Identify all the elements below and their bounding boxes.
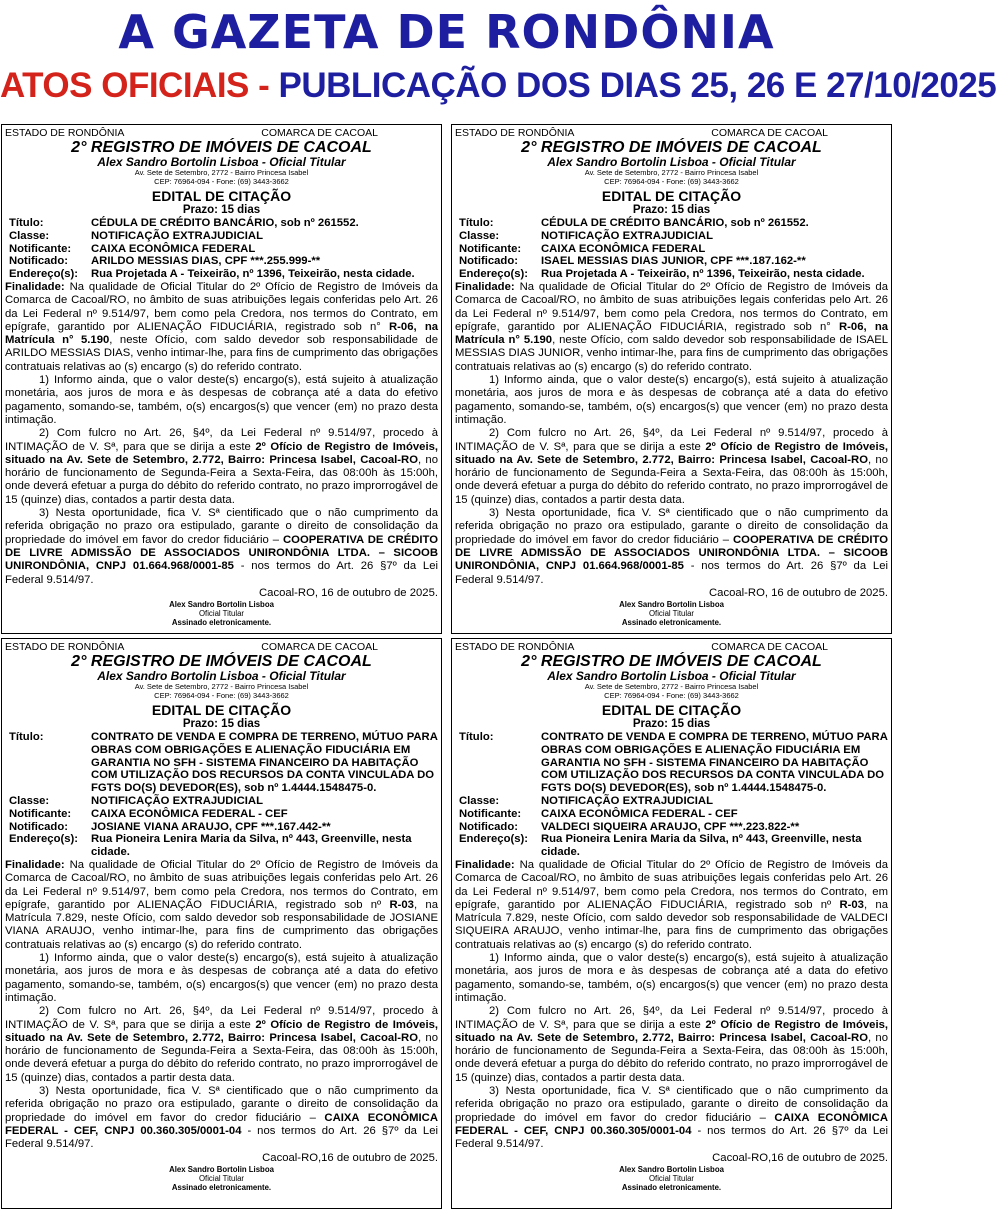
- finalidade-paragraph: [455, 859, 888, 952]
- field-notificante: CAIXA ECONÔMICA FEDERAL: [541, 242, 706, 255]
- edital-box: [451, 124, 892, 634]
- edital-fields: [9, 731, 438, 859]
- edital-date: Cacoal-RO,16 de outubro de 2025.: [262, 1151, 438, 1164]
- credor-name: CAIXA ECONÔMICA FEDERAL - CEF, CNPJ 00.360.305/0001-04: [5, 1111, 438, 1137]
- field-notificado: JOSIANE VIANA ARAUJO, CPF ***.167.442-**: [91, 820, 331, 833]
- paragraph-2-address: 2º Ofício de Registro de Imóveis, situado na Av. Sete de Setembro, 2.772, Bairro: Princesa Isabel, Cacoal-RO: [455, 1018, 888, 1044]
- finalidade-text-c: , neste Ofício, com saldo devedor sob responsabilidade de ISAEL MESSIAS DIAS JUNIOR, venho intimar-lhe, para fins de cumprimento das obrigações contratuais relativas ao (s) encargo (s) do referido contrato.: [455, 334, 889, 373]
- paragraph-1: 1) Informo ainda, que o valor deste(s) encargo(s), está sujeito à atualização monetária, aos juros de mora e às despesas de cobrança até a data do efetivo pagamento, somando-se, também, o(s) encargos(s) que vencer (em) no prazo desta intimação.: [455, 952, 888, 1004]
- field-key: Classe:: [459, 794, 500, 807]
- paragraph-1: 1) Informo ainda, que o valor deste(s) encargo(s), está sujeito à atualização monetária, aos juros de mora e às despesas de cobrança até a data do efetivo pagamento, somando-se, também, o(s) encargos(s) que vencer (em) no prazo desta intimação.: [5, 374, 438, 426]
- field-key: Notificante:: [459, 242, 522, 255]
- finalidade-text-a: Na qualidade de Oficial Titular do 2º Ofício de Registro de Imóveis da Comarca de Cacoal/RO, no âmbito de suas atribuições legais conferidas pelo Art. 26 da Lei Federal nº 9.514/97, bem como pela Credora, nos termos do Contrato, em epígrafe, garantido por ALIENAÇÃO FIDUCIÁRIA, registrado sob nº: [455, 858, 888, 911]
- registry-address: Av. Sete de Setembro, 2772 - Bairro Princesa Isabel: [134, 168, 309, 177]
- field-key: Título:: [9, 731, 44, 743]
- registry-title: 2° REGISTRO DE IMÓVEIS DE CACOAL: [71, 653, 372, 670]
- paragraph-3-a: 3) Nesta oportunidade, fica V. Sª cientificado que o não cumprimento da referida obrigação no prazo ora estipulado, garante o direito de consolidação da propriedade do imóvel em favor do credor fiduciário –: [455, 1085, 888, 1124]
- estado-label: ESTADO DE RONDÔNIA: [5, 127, 125, 139]
- finalidade-label: Finalidade:: [455, 858, 515, 871]
- field-row-classe: [459, 795, 888, 808]
- paragraph-3: [455, 1085, 888, 1151]
- newspaper-title: A GAZETA DE RONDÔNIA: [118, 5, 775, 59]
- registry-address: Av. Sete de Setembro, 2772 - Bairro Princesa Isabel: [584, 168, 759, 177]
- edital-heading: EDITAL DE CITAÇÃO: [151, 702, 292, 718]
- field-row-titulo: [459, 217, 865, 230]
- paragraph-2-address: 2º Ofício de Registro de Imóveis, situado na Av. Sete de Setembro, 2.772, Bairro: Princesa Isabel, Cacoal-RO: [5, 440, 438, 466]
- estado-label: ESTADO DE RONDÔNIA: [455, 641, 575, 653]
- finalidade-text-a: Na qualidade de Oficial Titular do 2º Ofício de Registro de Imóveis da Comarca de Cacoal/RO, no âmbito de suas atribuições legais conferidas pelo Art. 26 da Lei Federal nº 9.514/97, bem como pela Credora, nos termos do Contrato, em epígrafe, garantido por ALIENAÇÃO FIDUCIÁRIA, registrado sob n°: [5, 280, 438, 333]
- field-titulo: CONTRATO DE VENDA E COMPRA DE TERRENO, MÚTUO PARA OBRAS COM OBRIGAÇÕES E ALIENAÇÃO FIDUCIÁRIA EM GARANTIA NO SFH - SISTEMA FINANCEIRO DA HABITAÇÃO COM UTILIZAÇÃO DOS RECURSOS DA CONTA VINCULADA DO FGTS DO(S) DEVEDOR(ES), sob nº 1.4444.1548475-0.: [91, 731, 438, 795]
- registry-contact: CEP: 76964-094 - Fone: (69) 3443-3662: [604, 176, 739, 186]
- edital-date: Cacoal-RO,16 de outubro de 2025.: [712, 1151, 888, 1164]
- field-classe: NOTIFICAÇÃO EXTRAJUDICIAL: [541, 794, 713, 807]
- credor-name: COOPERATIVA DE CRÉDITO DE LIVRE ADMISSÃO DE ASSOCIADOS UNIRONDÔNIA LTDA. – SICOOB UNIRONDÔNIA, CNPJ 01.664.968/0001-85: [5, 533, 439, 573]
- officer-name: Alex Sandro Bortolin Lisboa - Oficial Titular: [97, 669, 346, 683]
- finalidade-paragraph: [5, 281, 438, 374]
- field-key: Classe:: [9, 229, 50, 242]
- paragraph-2-a: 2) Com fulcro no Art. 26, §4º, da Lei Federal nº 9.514/97, procedo à INTIMAÇÃO de V. Sª, para que se dirija a este: [455, 427, 888, 453]
- registry-address: Av. Sete de Setembro, 2772 - Bairro Princesa Isabel: [134, 682, 309, 691]
- edital-box: [1, 124, 442, 634]
- edital-fields: [459, 217, 865, 281]
- field-notificado: ISAEL MESSIAS DIAS JUNIOR, CPF ***.187.162-**: [541, 255, 806, 268]
- field-row-endereco: [459, 268, 865, 281]
- prazo-label: Prazo: 15 dias: [182, 718, 261, 730]
- field-endereco: Rua Pioneira Lenira Maria da Silva, nº 443, Greenville, nesta cidade.: [541, 833, 862, 859]
- paragraph-3: [455, 507, 888, 587]
- field-notificante: CAIXA ECONÔMICA FEDERAL: [91, 242, 256, 255]
- registry-title: 2° REGISTRO DE IMÓVEIS DE CACOAL: [521, 653, 822, 670]
- paragraph-2-c: , no horário de funcionamento de Segunda-Feira a Sexta-Feira, das 08:00h às 15:00h, onde deverá efetuar a purga do débito do referido contrato, no prazo improrrogável de 15 (quinze) dias, contados a partir desta data.: [5, 1031, 438, 1084]
- paragraph-2-c: , no horário de funcionamento de Segunda-Feira a Sexta-Feira, das 08:00h às 15:00h, onde deverá efetuar a purga do débito do referido contrato, no prazo improrrogável de 15 (quinze) dias, contados a partir desta data.: [5, 453, 438, 506]
- paragraph-3-a: 3) Nesta oportunidade, fica V. Sª cientificado que o não cumprimento da referida obrigação no prazo ora estipulado, garante o direito de consolidação da propriedade do imóvel em favor do credor fiduciário –: [455, 507, 888, 546]
- field-key: Notificado:: [459, 820, 518, 833]
- field-key: Título:: [459, 217, 494, 229]
- estado-label: ESTADO DE RONDÔNIA: [5, 641, 125, 653]
- field-row-classe: [9, 795, 438, 808]
- field-key: Endereço(s):: [459, 268, 529, 281]
- comarca-label: COMARCA DE CACOAL: [711, 127, 828, 139]
- paragraph-3: [5, 1085, 438, 1151]
- field-row-notificante: [459, 808, 888, 821]
- edital-box: [451, 638, 892, 1209]
- edital-fields: [459, 731, 888, 859]
- field-row-endereco: [9, 833, 438, 859]
- signature-role: Oficial Titular: [198, 609, 245, 619]
- field-key: Classe:: [459, 229, 500, 242]
- field-titulo: CÉDULA DE CRÉDITO BANCÁRIO, sob nº 261552.: [91, 217, 359, 229]
- finalidade-text-a: Na qualidade de Oficial Titular do 2º Ofício de Registro de Imóveis da Comarca de Cacoal/RO, no âmbito de suas atribuições legais conferidas pelo Art. 26 da Lei Federal nº 9.514/97, bem como pela Credora, nos termos do Contrato, em epígrafe, garantido por ALIENAÇÃO FIDUCIÁRIA, registrado sob n°: [455, 280, 888, 333]
- credor-name: CAIXA ECONÔMICA FEDERAL - CEF, CNPJ 00.360.305/0001-04: [455, 1111, 888, 1137]
- field-key: Título:: [9, 217, 44, 229]
- comarca-label: COMARCA DE CACOAL: [261, 641, 378, 653]
- finalidade-label: Finalidade:: [5, 858, 65, 871]
- field-row-endereco: [9, 268, 415, 281]
- edital-box: [1, 638, 442, 1209]
- paragraph-2-address: 2º Ofício de Registro de Imóveis, situado na Av. Sete de Setembro, 2.772, Bairro: Princesa Isabel, Cacoal-RO: [5, 1018, 438, 1044]
- field-row-notificado: [459, 255, 865, 268]
- paragraph-2-address: 2º Ofício de Registro de Imóveis, situado na Av. Sete de Setembro, 2.772, Bairro: Princesa Isabel, Cacoal-RO: [455, 440, 888, 466]
- paragraph-3-a: 3) Nesta oportunidade, fica V. Sª cientificado que o não cumprimento da referida obrigação no prazo ora estipulado, garante o direito de consolidação da propriedade do imóvel em favor do credor fiduciário –: [5, 1085, 438, 1124]
- finalidade-text-c: , na Matrícula 7.829, neste Ofício, com saldo devedor sob responsabilidade de JOSIANE VIANA ARAUJO, venho intimar-lhe, para fins de cumprimento das obrigações contratuais relativas ao (s) encargo (s) do referido contrato.: [5, 898, 438, 951]
- field-key: Notificante:: [9, 242, 72, 255]
- paragraph-2-a: 2) Com fulcro no Art. 26, §4º, da Lei Federal nº 9.514/97, procedo à INTIMAÇÃO de V. Sª, para que se dirija a este: [5, 1005, 438, 1031]
- field-endereco: Rua Pioneira Lenira Maria da Silva, nº 443, Greenville, nesta cidade.: [91, 833, 412, 859]
- paragraph-1: 1) Informo ainda, que o valor deste(s) encargo(s), está sujeito à atualização monetária, aos juros de mora e às despesas de cobrança até a data do efetivo pagamento, somando-se, também, o(s) encargos(s) que vencer (em) no prazo desta intimação.: [455, 374, 888, 426]
- edital-date: Cacoal-RO, 16 de outubro de 2025.: [709, 586, 888, 599]
- paragraph-3: [5, 507, 438, 587]
- field-row-titulo: [459, 731, 888, 795]
- signature-block: [5, 1165, 438, 1192]
- finalidade-text-c: , neste Ofício, com saldo devedor sob responsabilidade de ARILDO MESSIAS DIAS, venho intimar-lhe, para fins de cumprimento das obrigações contratuais relativas ao (s) encargo (s) do referido contrato.: [5, 334, 439, 373]
- signature-status: Assinado eletronicamente.: [171, 618, 272, 628]
- edital-date: Cacoal-RO, 16 de outubro de 2025.: [259, 586, 438, 599]
- box-header-row: [455, 127, 888, 139]
- signature-block: [455, 1165, 888, 1192]
- estado-label: ESTADO DE RONDÔNIA: [455, 127, 575, 139]
- edital-fields: [9, 217, 415, 281]
- prazo-label: Prazo: 15 dias: [182, 204, 261, 216]
- signature-status: Assinado eletronicamente.: [171, 1182, 272, 1192]
- paragraph-2-a: 2) Com fulcro no Art. 26, §4º, da Lei Federal nº 9.514/97, procedo à INTIMAÇÃO de V. Sª, para que se dirija a este: [5, 427, 438, 453]
- registry-title: 2° REGISTRO DE IMÓVEIS DE CACOAL: [521, 139, 822, 156]
- field-key: Título:: [459, 731, 494, 743]
- field-row-titulo: [9, 217, 415, 230]
- finalidade-paragraph: [455, 281, 888, 374]
- finalidade-text-a: Na qualidade de Oficial Titular do 2º Ofício de Registro de Imóveis da Comarca de Cacoal/RO, no âmbito de suas atribuições legais conferidas pelo Art. 26 da Lei Federal nº 9.514/97, bem como pela Credora, nos termos do Contrato, em epígrafe, garantido por ALIENAÇÃO FIDUCIÁRIA, registrado sob nº: [5, 858, 438, 911]
- masthead: [0, 0, 996, 127]
- registry-contact: CEP: 76964-094 - Fone: (69) 3443-3662: [154, 690, 289, 700]
- field-key: Endereço(s):: [459, 833, 529, 846]
- paragraph-2-c: , no horário de funcionamento de Segunda-Feira a Sexta-Feira, das 08:00h às 15:00h, onde deverá efetuar a purga do débito do referido contrato, no prazo improrrogável de 15 (quinze) dias, contados a partir desta data.: [455, 453, 888, 506]
- edital-heading: EDITAL DE CITAÇÃO: [601, 702, 742, 718]
- paragraph-2: [455, 427, 888, 507]
- signature-name: Alex Sandro Bortolin Lisboa: [619, 600, 724, 610]
- field-notificante: CAIXA ECONÔMICA FEDERAL - CEF: [91, 807, 288, 820]
- field-titulo: CÉDULA DE CRÉDITO BANCÁRIO, sob nº 261552.: [541, 217, 809, 229]
- finalidade-label: Finalidade:: [455, 280, 515, 293]
- box-header-row: [5, 641, 438, 653]
- finalidade-registro: R-06, na Matrícula n° 5.190: [5, 320, 438, 347]
- field-classe: NOTIFICAÇÃO EXTRAJUDICIAL: [541, 229, 713, 242]
- signature-name: Alex Sandro Bortolin Lisboa: [169, 600, 274, 610]
- box-header-row: [5, 127, 438, 139]
- credor-name: COOPERATIVA DE CRÉDITO DE LIVRE ADMISSÃO DE ASSOCIADOS UNIRONDÔNIA LTDA. – SICOOB UNIRONDÔNIA, CNPJ 01.664.968/0001-85: [455, 533, 889, 573]
- signature-role: Oficial Titular: [198, 1173, 245, 1183]
- signature-role: Oficial Titular: [648, 1173, 695, 1183]
- field-row-classe: [459, 230, 865, 243]
- comarca-label: COMARCA DE CACOAL: [261, 127, 378, 139]
- field-key: Notificante:: [459, 807, 522, 820]
- field-key: Notificado:: [9, 255, 68, 268]
- paragraph-2: [5, 1005, 438, 1085]
- finalidade-registro: R-03: [389, 898, 414, 911]
- signature-status: Assinado eletronicamente.: [621, 1182, 722, 1192]
- field-row-notificado: [9, 821, 438, 834]
- edital-heading: EDITAL DE CITAÇÃO: [601, 188, 742, 204]
- signature-block: [455, 600, 888, 627]
- registry-title: 2° REGISTRO DE IMÓVEIS DE CACOAL: [71, 139, 372, 156]
- field-row-notificante: [9, 243, 415, 256]
- paragraph-2-c: , no horário de funcionamento de Segunda-Feira a Sexta-Feira, das 08:00h às 15:00h, onde deverá efetuar a purga do débito do referido contrato, no prazo improrrogável de 15 (quinze) dias, contados a partir desta data.: [455, 1031, 888, 1084]
- field-row-notificado: [9, 255, 415, 268]
- finalidade-registro: R-06, na Matrícula n° 5.190: [455, 320, 888, 347]
- field-key: Endereço(s):: [9, 268, 79, 281]
- officer-name: Alex Sandro Bortolin Lisboa - Oficial Titular: [97, 155, 346, 169]
- officer-name: Alex Sandro Bortolin Lisboa - Oficial Titular: [547, 155, 796, 169]
- signature-block: [5, 600, 438, 627]
- field-key: Notificado:: [9, 820, 68, 833]
- atos-oficiais-label: ATOS OFICIAIS: [0, 66, 249, 105]
- paragraph-3-a: 3) Nesta oportunidade, fica V. Sª cientificado que o não cumprimento da referida obrigação no prazo ora estipulado, garante o direito de consolidação da propriedade do imóvel em favor do credor fiduciário –: [5, 507, 438, 546]
- field-key: Endereço(s):: [9, 833, 79, 846]
- signature-name: Alex Sandro Bortolin Lisboa: [169, 1164, 274, 1174]
- field-row-titulo: [9, 731, 438, 795]
- finalidade-paragraph: [5, 859, 438, 952]
- field-row-endereco: [459, 833, 888, 859]
- field-row-notificado: [459, 821, 888, 834]
- prazo-label: Prazo: 15 dias: [632, 204, 711, 216]
- field-classe: NOTIFICAÇÃO EXTRAJUDICIAL: [91, 229, 263, 242]
- finalidade-text-c: , na Matrícula 7.829, neste Ofício, com saldo devedor sob responsabilidade de VALDECI SIQUEIRA ARAUJO, venho intimar-lhe, para fins de cumprimento das obrigações contratuais relativas ao (s) encargo (s) do referido contrato.: [455, 898, 888, 951]
- field-row-notificante: [9, 808, 438, 821]
- field-notificado: ARILDO MESSIAS DIAS, CPF ***.255.999-**: [91, 255, 321, 268]
- finalidade-label: Finalidade:: [5, 280, 65, 293]
- comarca-label: COMARCA DE CACOAL: [711, 641, 828, 653]
- registry-contact: CEP: 76964-094 - Fone: (69) 3443-3662: [154, 176, 289, 186]
- publication-banner: [0, 63, 996, 109]
- paragraph-3-c: - nos termos do Art. 26 §7º da Lei Federal 9.514/97.: [455, 1124, 888, 1151]
- paragraph-2-a: 2) Com fulcro no Art. 26, §4º, da Lei Federal nº 9.514/97, procedo à INTIMAÇÃO de V. Sª, para que se dirija a este: [455, 1005, 888, 1031]
- field-endereco: Rua Projetada A - Teixeirão, nº 1396, Teixeirão, nesta cidade.: [91, 268, 415, 281]
- registry-contact: CEP: 76964-094 - Fone: (69) 3443-3662: [604, 690, 739, 700]
- signature-role: Oficial Titular: [648, 609, 695, 619]
- field-titulo: CONTRATO DE VENDA E COMPRA DE TERRENO, MÚTUO PARA OBRAS COM OBRIGAÇÕES E ALIENAÇÃO FIDUCIÁRIA EM GARANTIA NO SFH - SISTEMA FINANCEIRO DA HABITAÇÃO COM UTILIZAÇÃO DOS RECURSOS DA CONTA VINCULADA DO FGTS DO(S) DEVEDOR(ES), sob nº 1.4444.1548475-0.: [541, 731, 888, 795]
- field-key: Notificante:: [9, 807, 72, 820]
- field-notificante: CAIXA ECONÔMICA FEDERAL - CEF: [541, 807, 738, 820]
- edital-heading: EDITAL DE CITAÇÃO: [151, 188, 292, 204]
- field-endereco: Rua Projetada A - Teixeirão, nº 1396, Teixeirão, nesta cidade.: [541, 268, 865, 281]
- paragraph-1: 1) Informo ainda, que o valor deste(s) encargo(s), está sujeito à atualização monetária, aos juros de mora e às despesas de cobrança até a data do efetivo pagamento, somando-se, também, o(s) encargos(s) que vencer (em) no prazo desta intimação.: [5, 952, 438, 1004]
- paragraph-2: [455, 1005, 888, 1085]
- field-classe: NOTIFICAÇÃO EXTRAJUDICIAL: [91, 794, 263, 807]
- finalidade-registro: R-03: [839, 898, 864, 911]
- field-row-notificante: [459, 243, 865, 256]
- box-header-row: [455, 641, 888, 653]
- field-row-classe: [9, 230, 415, 243]
- field-key: Notificado:: [459, 255, 518, 268]
- banner-dash: -: [248, 66, 279, 105]
- paragraph-3-c: - nos termos do Art. 26 §7º da Lei Federal 9.514/97.: [5, 560, 438, 586]
- registry-address: Av. Sete de Setembro, 2772 - Bairro Princesa Isabel: [584, 682, 759, 691]
- field-key: Classe:: [9, 794, 50, 807]
- signature-name: Alex Sandro Bortolin Lisboa: [619, 1164, 724, 1174]
- officer-name: Alex Sandro Bortolin Lisboa - Oficial Titular: [547, 669, 796, 683]
- paragraph-3-c: - nos termos do Art. 26 §7º da Lei Federal 9.514/97.: [5, 1124, 438, 1151]
- publication-dates: PUBLICAÇÃO DOS DIAS 25, 26 E 27/10/2025: [278, 66, 996, 105]
- prazo-label: Prazo: 15 dias: [632, 718, 711, 730]
- paragraph-2: [5, 427, 438, 507]
- paragraph-3-c: - nos termos do Art. 26 §7º da Lei Federal 9.514/97.: [455, 560, 888, 586]
- field-notificado: VALDECI SIQUEIRA ARAUJO, CPF ***.223.822-**: [541, 820, 800, 833]
- signature-status: Assinado eletronicamente.: [621, 618, 722, 628]
